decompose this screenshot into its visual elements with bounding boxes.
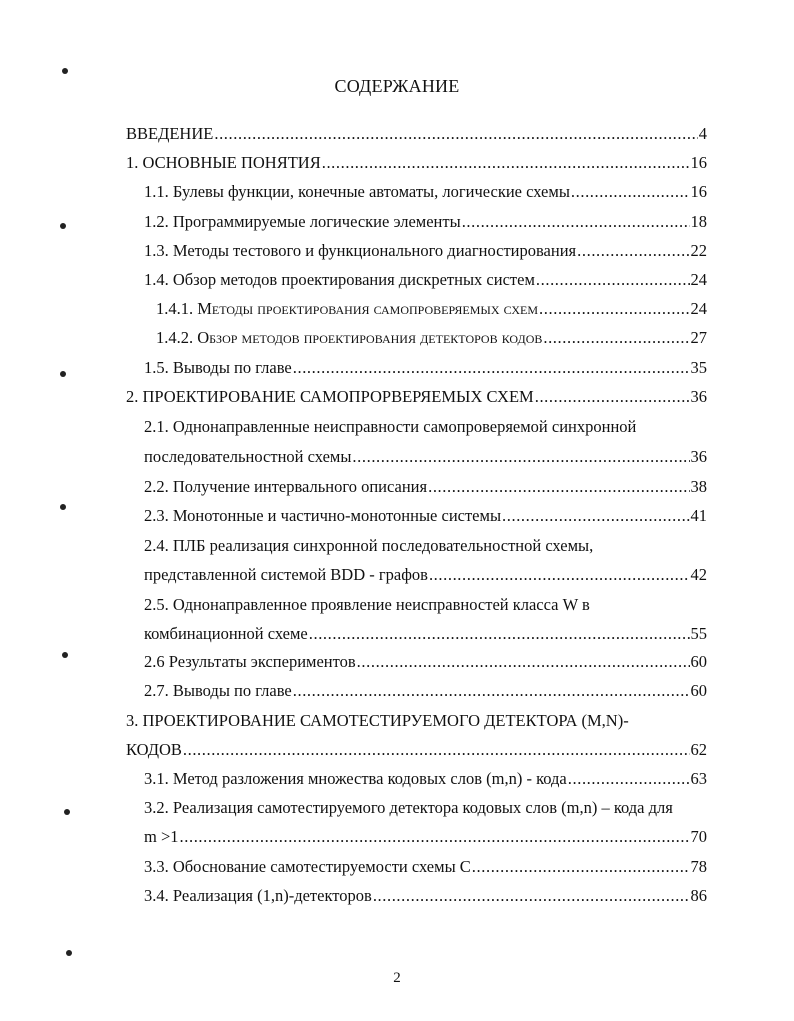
toc-entry-2-1-line1[interactable]: 2.1. Однонаправленные неисправности самопроверяемой синхронной: [144, 417, 637, 436]
toc-entry-label: 1.4.1. Методы проектирования самопроверяемых схем: [156, 299, 539, 318]
toc-entry-label: 3.1. Метод разложения множества кодовых слов (m,n) - кода: [144, 769, 567, 788]
toc-entry-label: 1.1. Булевы функции, конечные автоматы, логические схемы: [144, 182, 570, 201]
toc-entry-page: 42: [690, 565, 707, 584]
toc-entry-page: 16: [690, 153, 707, 172]
toc-entry-2-2[interactable]: [144, 476, 707, 498]
toc-entry-page: 38: [690, 477, 707, 496]
toc-entry-1-4-1[interactable]: [156, 298, 707, 320]
toc-entry-label: 1.4. Обзор методов проектирования дискретных систем: [144, 270, 535, 289]
binder-mark: [60, 371, 66, 377]
dot-leader: [357, 651, 690, 673]
toc-entry-label: 1. ОСНОВНЫЕ ПОНЯТИЯ: [126, 153, 321, 172]
dot-leader: [183, 739, 690, 761]
toc-entry-label: КОДОВ: [126, 740, 182, 759]
toc-entry-label: представленной системой BDD - графов: [144, 565, 428, 584]
toc-entry-1-4[interactable]: [144, 269, 707, 291]
page-number: 2: [393, 970, 401, 986]
toc-entry-page: 36: [690, 387, 707, 406]
toc-entry-page: 70: [690, 827, 707, 846]
dot-leader: [322, 152, 690, 174]
toc-entry-page: 35: [690, 358, 707, 377]
toc-entry-label: 2.2. Получение интервального описания: [144, 477, 428, 496]
toc-entry-3-2-line1[interactable]: 3.2. Реализация самотестируемого детектора кодовых слов (m,n) – кода для: [144, 798, 673, 817]
dot-leader: [373, 885, 690, 907]
dot-leader: [429, 564, 690, 586]
toc-entry-page: 63: [690, 769, 707, 788]
toc-entry-1-2[interactable]: [144, 211, 707, 233]
dot-leader: [293, 680, 690, 702]
dot-leader: [577, 240, 689, 262]
toc-entry-page: 62: [690, 740, 707, 759]
toc-entry-2-5-line1[interactable]: 2.5. Однонаправленное проявление неисправностей класса W в: [144, 595, 590, 614]
toc-entry-page: 24: [690, 299, 707, 318]
toc-entry-label: 1.4.2. Обзор методов проектирования детекторов кодов: [156, 328, 543, 347]
toc-entry-label: 1.3. Методы тестового и функционального диагностирования: [144, 241, 577, 260]
toc-entry-3-4[interactable]: [144, 885, 707, 907]
toc-entry-introduction[interactable]: [126, 123, 707, 145]
toc-entry-label: 3.3. Обоснование самотестируемости схемы С: [144, 857, 471, 876]
toc-entry-chapter-2[interactable]: [126, 386, 707, 408]
dot-leader: [535, 386, 690, 408]
toc-entry-label: 2. ПРОЕКТИРОВАНИЕ САМОПРОРВЕРЯЕМЫХ СХЕМ: [126, 387, 534, 406]
dot-leader: [352, 446, 689, 468]
toc-entry-2-3[interactable]: [144, 505, 707, 527]
toc-entry-label: 2.6 Результаты экспериментов: [144, 652, 356, 671]
toc-entry-page: 41: [690, 506, 707, 525]
toc-entry-page: 18: [690, 212, 707, 231]
toc-entry-3-1[interactable]: [144, 768, 707, 790]
toc-entry-chapter-3-line1[interactable]: 3. ПРОЕКТИРОВАНИЕ САМОТЕСТИРУЕМОГО ДЕТЕКТОРА (M,N)-: [126, 711, 629, 730]
toc-entry-label: ВВЕДЕНИЕ: [126, 124, 214, 143]
dot-leader: [543, 327, 689, 349]
dot-leader: [571, 181, 690, 203]
toc-entry-page: 55: [690, 624, 707, 643]
toc-entry-page: 27: [690, 328, 707, 347]
toc-entry-2-6[interactable]: [144, 651, 707, 673]
toc-entry-2-4[interactable]: [144, 564, 707, 586]
toc-entry-page: 4: [698, 124, 707, 143]
toc-entry-1-4-2[interactable]: [156, 327, 707, 349]
toc-entry-page: 60: [690, 652, 707, 671]
binder-mark: [66, 950, 72, 956]
dot-leader: [539, 298, 689, 320]
binder-mark: [60, 223, 66, 229]
page-title: СОДЕРЖАНИЕ: [334, 76, 460, 96]
toc-entry-label: 2.3. Монотонные и частично-монотонные системы: [144, 506, 502, 525]
dot-leader: [293, 357, 690, 379]
dot-leader: [568, 768, 690, 790]
toc-entry-page: 36: [690, 447, 707, 466]
toc-entry-label: 2.7. Выводы по главе: [144, 681, 292, 700]
dot-leader: [472, 856, 690, 878]
binder-mark: [60, 504, 66, 510]
toc-entry-label: последовательностной схемы: [144, 447, 352, 466]
toc-entry-page: 78: [690, 857, 707, 876]
toc-entry-page: 60: [690, 681, 707, 700]
dot-leader: [180, 826, 690, 848]
toc-entry-page: 24: [690, 270, 707, 289]
toc-entry-2-7[interactable]: [144, 680, 707, 702]
toc-entry-2-4-line1[interactable]: 2.4. ПЛБ реализация синхронной последовательностной схемы,: [144, 536, 594, 555]
toc-entry-page: 22: [690, 241, 707, 260]
dot-leader: [462, 211, 690, 233]
toc-entry-2-1[interactable]: [144, 446, 707, 468]
toc-entry-label: 3.4. Реализация (1,n)-детекторов: [144, 886, 372, 905]
toc-entry-1-5[interactable]: [144, 357, 707, 379]
toc-entry-2-5[interactable]: [144, 623, 707, 645]
toc-entry-page: 16: [690, 182, 707, 201]
dot-leader: [309, 623, 690, 645]
dot-leader: [428, 476, 689, 498]
binder-mark: [62, 652, 68, 658]
binder-mark: [62, 68, 68, 74]
toc-entry-label: 1.5. Выводы по главе: [144, 358, 292, 377]
toc-entry-label: m >1: [144, 827, 179, 846]
dot-leader: [214, 123, 697, 145]
toc-entry-chapter-3[interactable]: [126, 739, 707, 761]
toc-entry-3-3[interactable]: [144, 856, 707, 878]
toc-entry-3-2[interactable]: [144, 826, 707, 848]
toc-entry-chapter-1[interactable]: [126, 152, 707, 174]
binder-mark: [64, 809, 70, 815]
toc-entry-label: комбинационной схеме: [144, 624, 308, 643]
toc-entry-1-1[interactable]: [144, 181, 707, 203]
dot-leader: [502, 505, 689, 527]
toc-entry-label: 1.2. Программируемые логические элементы: [144, 212, 461, 231]
toc-entry-page: 86: [690, 886, 707, 905]
dot-leader: [536, 269, 690, 291]
toc-entry-1-3[interactable]: [144, 240, 707, 262]
